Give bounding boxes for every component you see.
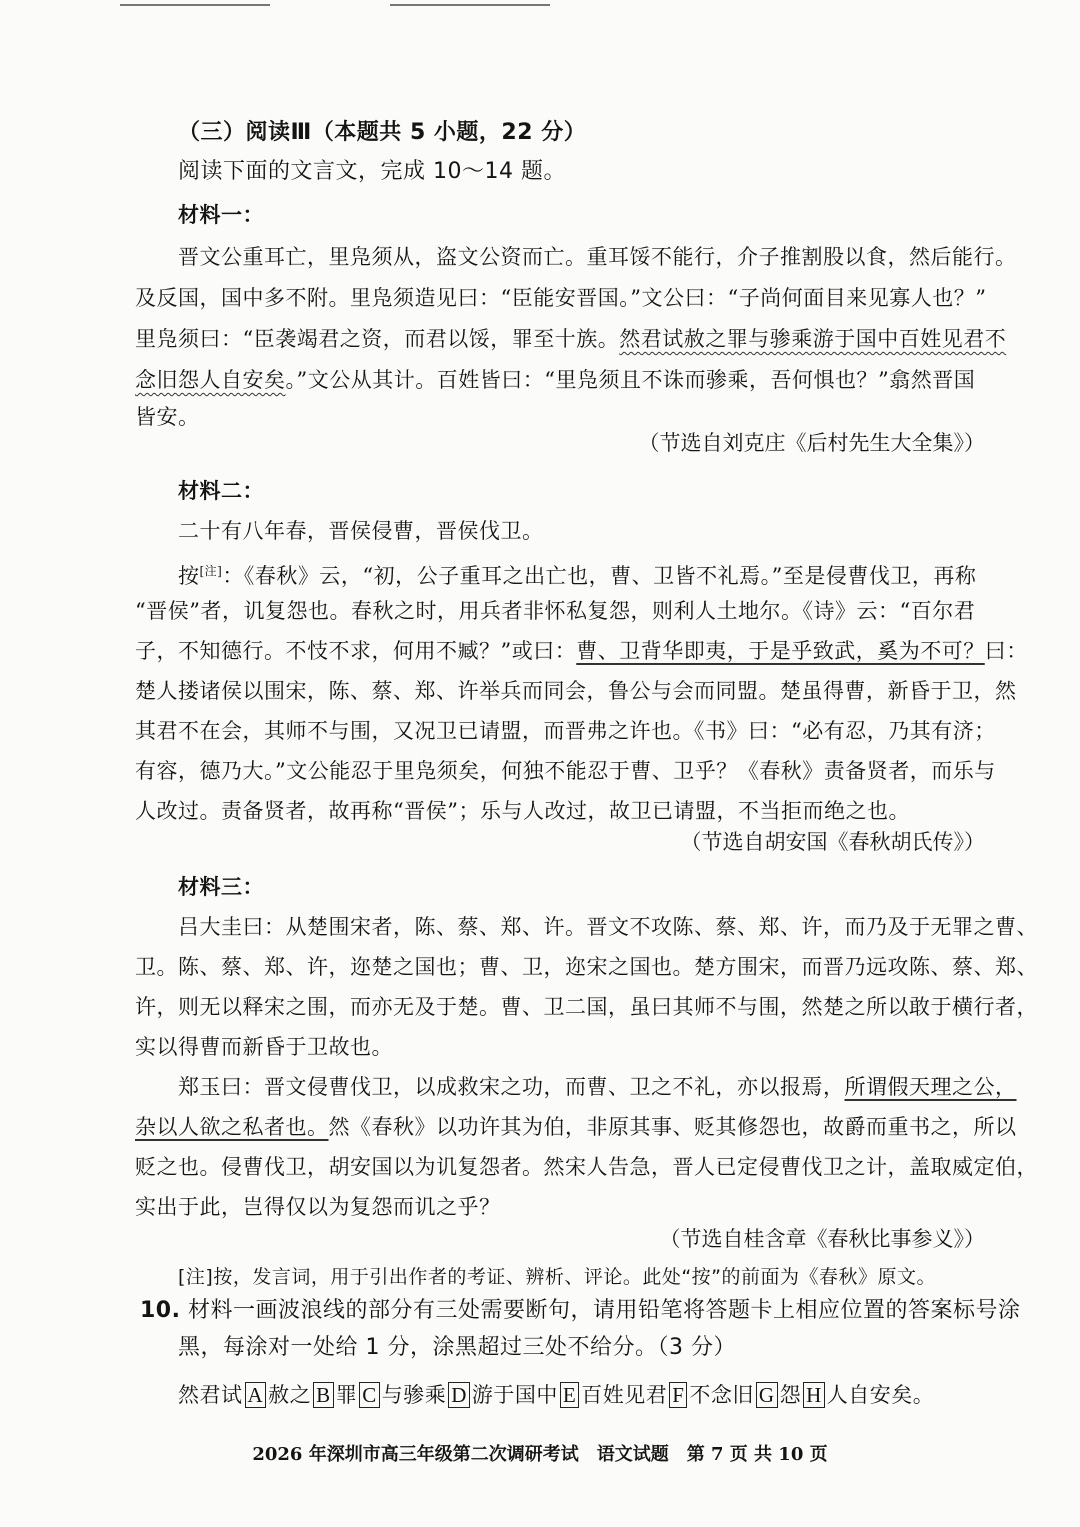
material3-line bbox=[178, 1072, 1017, 1102]
material2-text: ：《春秋》云，“初，公子重耳之出亡也，曹、卫皆不礼焉。”至是侵曹伐卫，再称 bbox=[222, 564, 977, 588]
material1-heading: 材料一： bbox=[178, 203, 264, 227]
material1-line: 晋文公重耳亡，里凫须从，盗文公资而亡。重耳馁不能行，介子推割股以食，然后能行。 bbox=[178, 245, 1017, 269]
material2-line bbox=[135, 636, 1028, 666]
material2-line: 有容，德乃大。”文公能忍于里凫须矣，何独不能忍于曹、卫乎？《春秋》责备贤者，而乐与 bbox=[135, 759, 996, 783]
segment-text: 与骖乘 bbox=[381, 1383, 447, 1407]
answer-option-box[interactable]: G bbox=[756, 1382, 778, 1408]
material3-heading: 材料三： bbox=[178, 875, 264, 899]
material3-line: 卫。陈、蔡、郑、许，迩楚之国也；曹、卫，迩宋之国也。楚方围宋，而晋乃远攻陈、蔡、郑、 bbox=[135, 955, 1038, 979]
answer-option-box[interactable]: A bbox=[245, 1382, 267, 1408]
material3-source: （节选自桂含章《春秋比事参义》） bbox=[659, 1227, 985, 1251]
material1-line bbox=[135, 324, 1006, 354]
material2-source: （节选自胡安国《春秋胡氏传》） bbox=[680, 830, 985, 854]
material3-line: 许，则无以释宋之围，而亦无及于楚。曹、卫二国，虽曰其师不与围，然楚之所以敢于横行者， bbox=[135, 995, 1038, 1019]
material3-text: 然《春秋》以功许其为伯，非原其事、贬其修怨也，故爵而重书之，所以 bbox=[328, 1115, 1017, 1139]
material3-line: 吕大圭曰：从楚围宋者，陈、蔡、郑、许。晋文不攻陈、蔡、郑、许，而乃及于无罪之曹、 bbox=[178, 915, 1038, 939]
segment-text: 怨 bbox=[779, 1383, 802, 1407]
material1-line bbox=[135, 365, 975, 395]
wavy-underlined-text: 然君试赦之罪与骖乘游于国中百姓见君不 bbox=[619, 327, 1007, 351]
answer-option-box[interactable]: D bbox=[448, 1382, 470, 1408]
instruction: 阅读下面的文言文，完成 10～14 题。 bbox=[178, 159, 566, 184]
question-number: 10. bbox=[140, 1298, 181, 1323]
material2-line bbox=[178, 556, 976, 591]
material1-source: （节选自刘克庄《后村先生大全集》） bbox=[638, 431, 985, 455]
segment-text: 不念旧 bbox=[689, 1383, 754, 1407]
note-marker: [注] bbox=[199, 564, 223, 578]
segment-text: 百姓见君 bbox=[581, 1383, 668, 1407]
material2-heading: 材料二： bbox=[178, 479, 264, 503]
material1-line: 及反国，国中多不附。里凫须造见曰：“臣能安晋国。”文公曰：“子尚何面目来见寡人也？” bbox=[135, 286, 987, 310]
page-footer: 2026 年深圳市高三年级第二次调研考试 语文试题 第 7 页 共 10 页 bbox=[252, 1444, 828, 1465]
material2-line: 其君不在会，其师不与围，又况卫已请盟，而晋弗之许也。《书》曰：“必有忍，乃其有济； bbox=[135, 719, 996, 743]
segment-text: 人自安矣。 bbox=[826, 1383, 935, 1407]
question-10-line2: 黑，每涂对一处给 1 分，涂黑超过三处不给分。（3 分） bbox=[178, 1335, 736, 1360]
wavy-underlined-text: 念旧怨人自安矣 bbox=[135, 368, 286, 392]
answer-option-box[interactable]: C bbox=[359, 1382, 380, 1408]
material2-text: 子，不知德行。不忮不求，何用不臧？”或曰： bbox=[135, 639, 577, 663]
answer-option-box[interactable]: F bbox=[669, 1382, 687, 1408]
material3-line: 实出于此，岂得仅以为复怨而讥之乎？ bbox=[135, 1195, 501, 1219]
material1-text: 里凫须曰：“臣袭竭君之资，而君以馁，罪至十族。 bbox=[135, 327, 620, 351]
material2-line: “晋侯”者，讥复怨也。春秋之时，用兵者非怀私复怨，则利人土地尔。《诗》云：“百尔君 bbox=[135, 599, 976, 623]
underlined-text: 曹、卫背华即夷，于是乎致武，奚为不可？ bbox=[576, 639, 985, 663]
segment-text: 罪 bbox=[335, 1383, 358, 1407]
section-title: （三）阅读Ⅲ（本题共 5 小题，22 分） bbox=[178, 120, 587, 145]
material3-line: 实以得曹而新昏于卫故也。 bbox=[135, 1035, 393, 1059]
material3-line: 贬之也。侵曹伐卫，胡安国以为讥复怨者。然宋人告急，晋人已定侵曹伐卫之计，盖取威定伯， bbox=[135, 1155, 1038, 1179]
underlined-text: 所谓假天理之公， bbox=[844, 1075, 1017, 1099]
question-text: 材料一画波浪线的部分有三处需要断句，请用铅笔将答题卡上相应位置的答案标号涂 bbox=[187, 1298, 1021, 1323]
answer-option-box[interactable]: B bbox=[313, 1382, 334, 1408]
underlined-text: 杂以人欲之私者也。 bbox=[135, 1115, 329, 1139]
material2-line: 人改过。责备贤者，故再称“晋侯”；乐与人改过，故卫已请盟，不当拒而绝之也。 bbox=[135, 799, 910, 823]
segment-text: 然君试 bbox=[178, 1383, 243, 1407]
segment-text: 游于国中 bbox=[471, 1383, 558, 1407]
material2-line: 二十有八年春，晋侯侵曹，晋侯伐卫。 bbox=[178, 519, 544, 543]
material3-text: 郑玉曰：晋文侵曹伐卫，以成救宋之功，而曹、卫之不礼，亦以报焉， bbox=[178, 1075, 845, 1099]
answer-option-box[interactable]: H bbox=[803, 1382, 825, 1408]
footnote: [注]按，发言词，用于引出作者的考证、辨析、评论。此处“按”的前面为《春秋》原文。 bbox=[178, 1266, 937, 1288]
question-10 bbox=[140, 1296, 1021, 1326]
sentence-break-options bbox=[178, 1380, 934, 1410]
material3-line bbox=[135, 1112, 1017, 1142]
material1-line: 皆安。 bbox=[135, 405, 200, 429]
answer-option-box[interactable]: E bbox=[560, 1382, 579, 1408]
material2-text: 按 bbox=[178, 564, 200, 588]
material1-text: 。”文公从其计。百姓皆曰：“里凫须且不诛而骖乘，吾何惧也？”翕然晋国 bbox=[285, 368, 976, 392]
segment-text: 赦之 bbox=[268, 1383, 312, 1407]
material2-text: 曰： bbox=[984, 639, 1028, 663]
material2-line: 楚人搂诸侯以围宋，陈、蔡、郑、许举兵而同会，鲁公与会而同盟。楚虽得曹，新昏于卫，然 bbox=[135, 679, 1017, 703]
